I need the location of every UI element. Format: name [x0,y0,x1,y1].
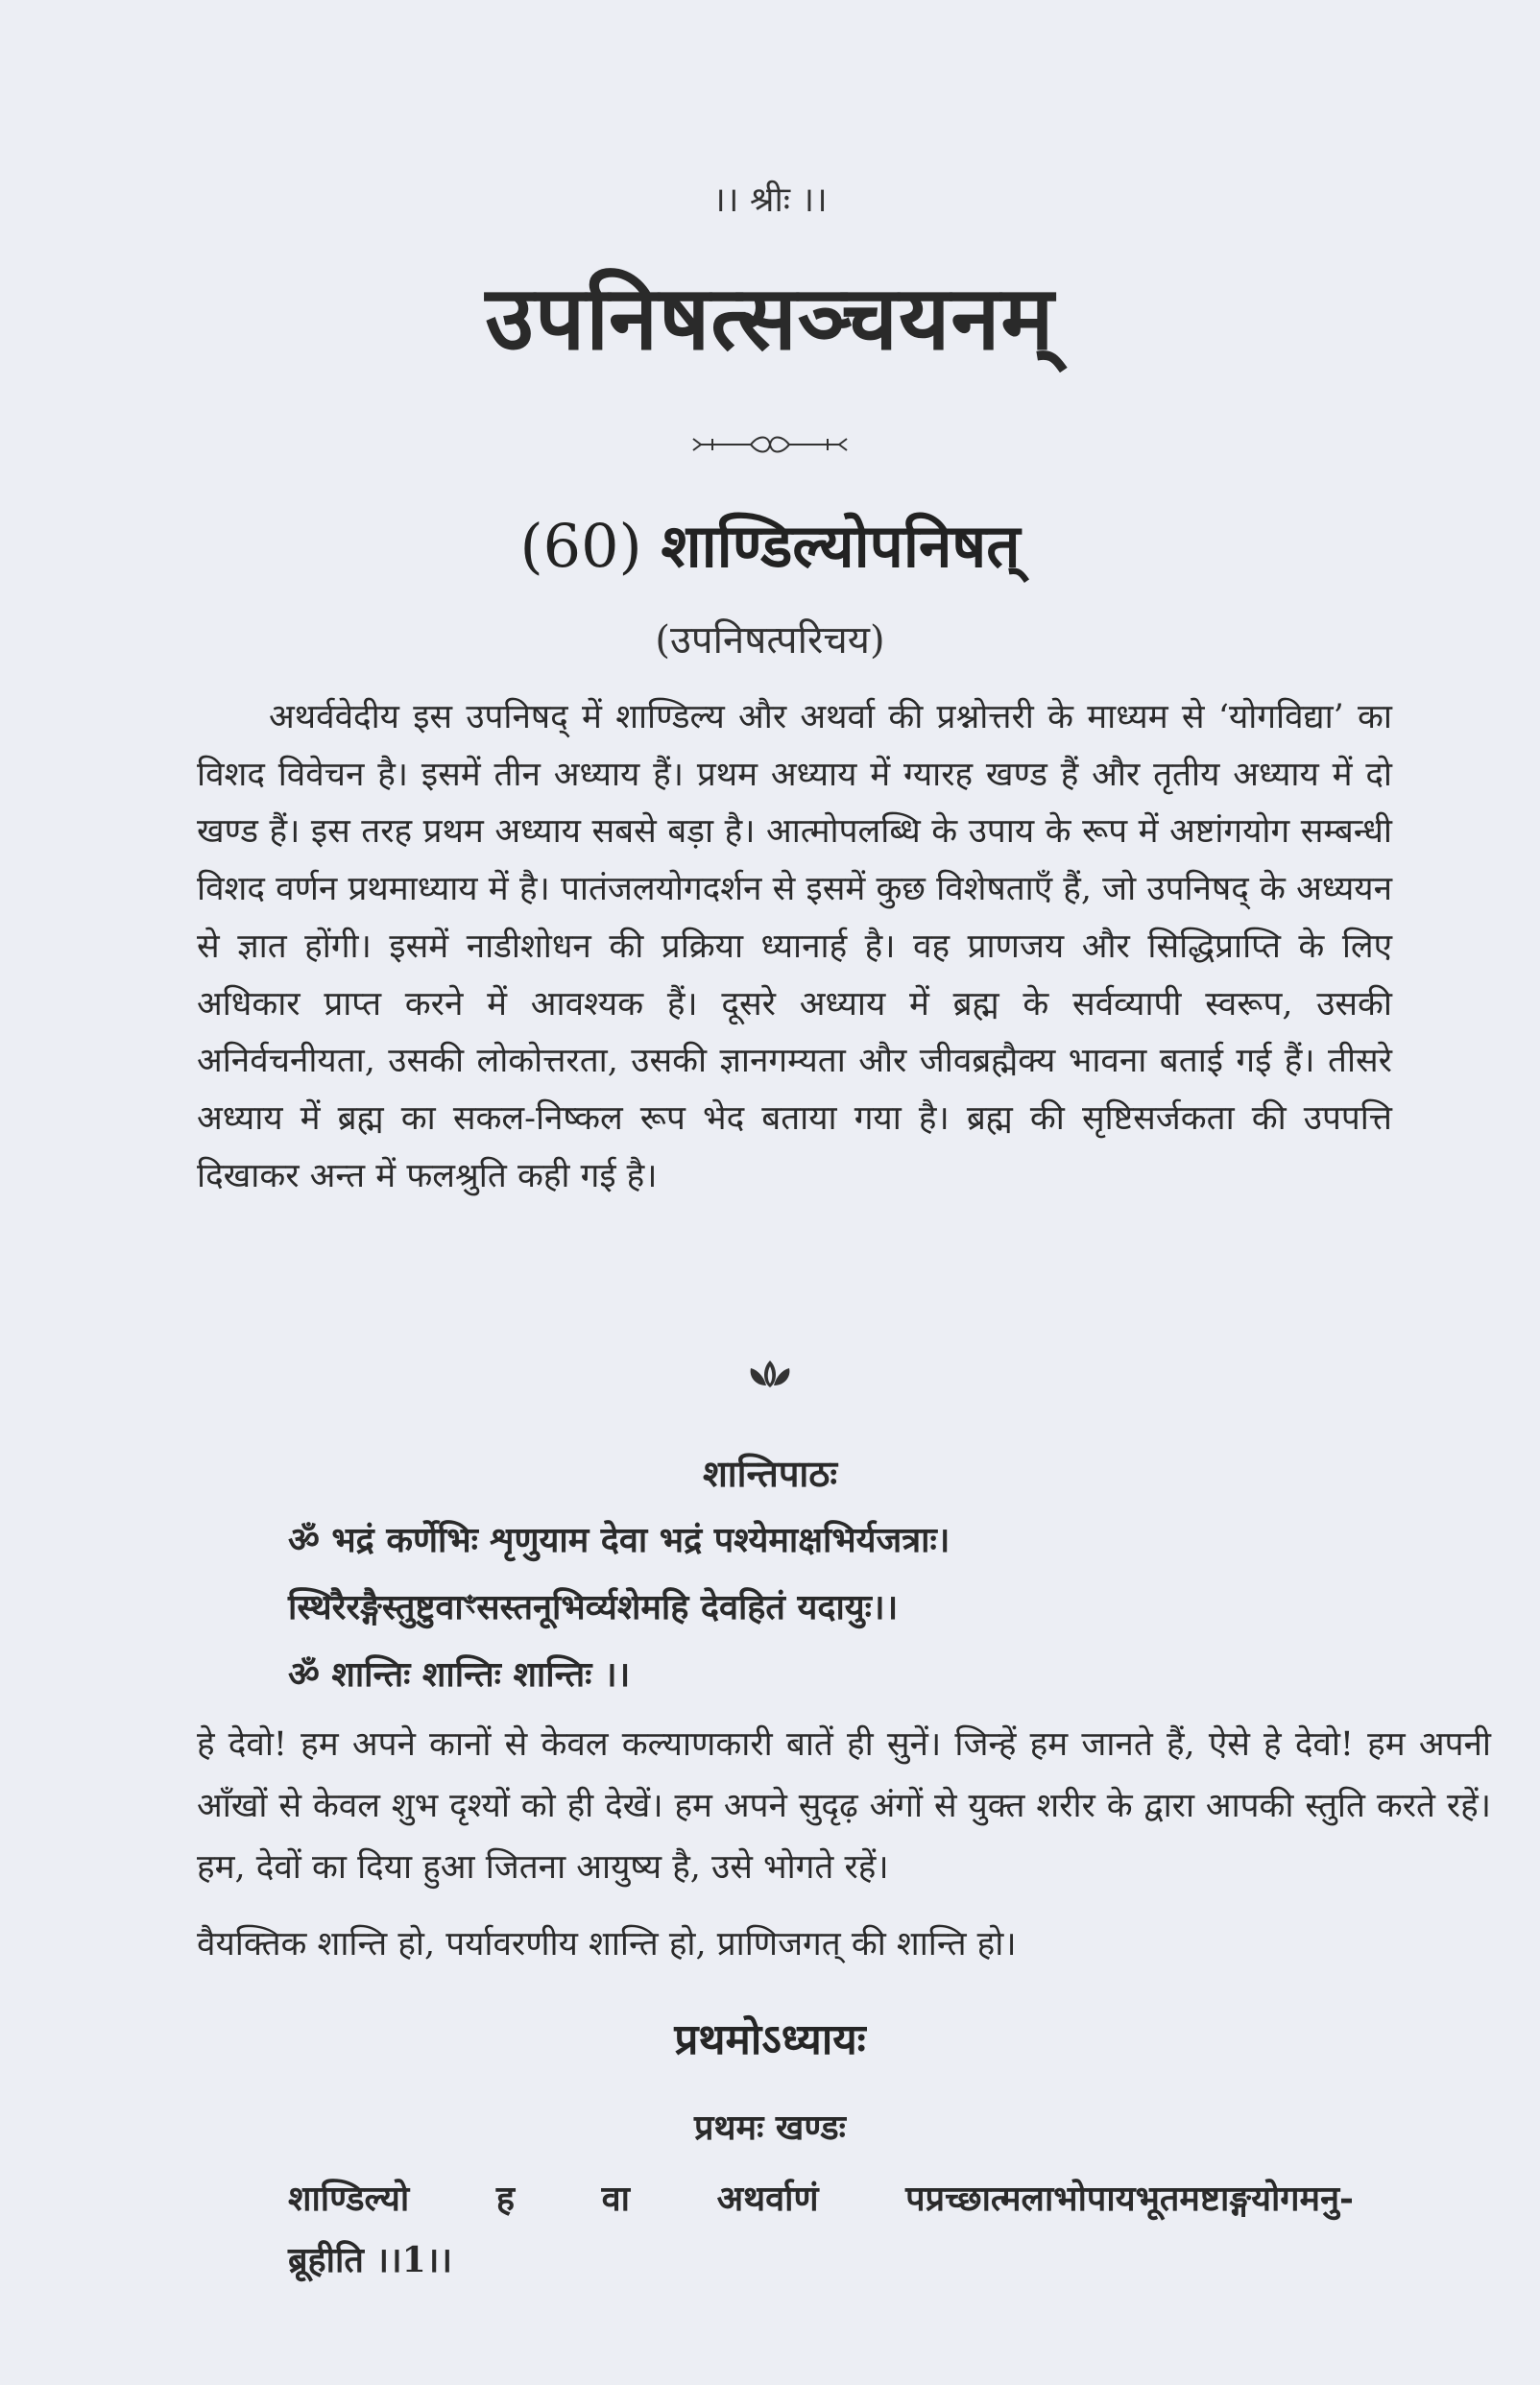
shanti-verse-line-1: ॐ भद्रं कर्णेभिः शृणुयाम देवा भद्रं पश्येमाक्षभिर्यजत्राः। [288,1520,950,1560]
sutra-text [288,2168,1354,2291]
shanti-verse-line-3: ॐ शान्तिः शान्तिः शान्तिः ।। [288,1654,631,1695]
upanishad-number: (60) [519,511,642,581]
intro-subtitle: (उपनिषत्परिचय) [655,618,885,662]
intro-paragraph: अथर्ववेदीय इस उपनिषद् में शाण्डिल्य और अथर्वा की प्रश्नोत्तरी के माध्यम से ‘योगविद्या’ का विशद विवेचन है। इसमें तीन अध्याय हैं। प्रथम अध्याय में ग्यारह खण्ड हैं और तृतीय अध्याय में दो खण्ड हैं। इस तरह प्रथम अध्याय सबसे बड़ा है। आत्मोपलब्धि के उपाय के रूप में अष्टांगयोग सम्बन्धी विशद वर्णन प्रथमाध्याय में है। पातंजलयोगदर्शन से इसमें कुछ विशेषताएँ हैं, जो उपनिषद् के अध्ययन से ज्ञात होंगी। इसमें नाडीशोधन की प्रक्रिया ध्यानार्ह है। वह प्राणजय और सिद्धिप्राप्ति के लिए अधिकार प्राप्त करने में आवश्यक हैं। दूसरे अध्याय में ब्रह्म के सर्वव्यापी स्वरूप, उसकी अनिर्वचनीयता, उसकी लोकोत्तरता, उसकी ज्ञानगम्यता और जीवब्रह्मैक्य भावना बताई गई हैं। तीसरे अध्याय में ब्रह्म का सकल-निष्कल रूप भेद बताया गया है। ब्रह्म की सृष्टिसर्जकता की उपपत्ति दिखाकर अन्त में फलश्रुति कही गई है। [197,698,1392,1195]
upanishad-name: शाण्डिल्योपनिषत् [661,511,1021,581]
upanishad-heading [0,504,1540,585]
invocation-line: ।। श्रीः ।। [712,181,828,220]
shanti-path-heading: शान्तिपाठः [702,1452,838,1495]
peace-wish-line: वैयक्तिक शान्ति हो, पर्यावरणीय शान्ति हो, प्राणिजगत् की शान्ति हो। [197,1925,1017,1963]
sutra-line-1: शाण्डिल्यो ह वा अथर्वाणं पप्रच्छात्मलाभोपायभूतमष्टाङ्गयोगमनु- [288,2179,1354,2219]
book-title: उपनिषत्सञ्चयनम् [485,266,1055,370]
section-heading: प्रथमः खण्डः [694,2108,846,2148]
sutra-line-2: ब्रूहीति ।।1।। [288,2240,452,2280]
title-ornament-icon [0,430,1540,459]
lotus-divider-icon [0,1357,1540,1391]
shanti-verse-line-2: स्थिरैरङ्गैस्तुष्टुवाꣳसस्तनूभिर्व्यशेमहि देवहितं यदायुः।। [288,1587,899,1627]
chapter-heading: प्रथमोऽध्यायः [674,2015,866,2064]
verse-translation: हे देवो! हम अपने कानों से केवल कल्याणकारी बातें ही सुनें। जिन्हें हम जानते हैं, ऐसे हे देवो! हम अपनी आँखों से केवल शुभ दृश्यों को ही देखें। हम अपने सुदृढ़ अंगों से युक्त शरीर के द्वारा आपकी स्तुति करते रहें। हम, देवों का दिया हुआ जितना आयुष्य है, उसे भोगते रहें। [197,1725,1491,1887]
